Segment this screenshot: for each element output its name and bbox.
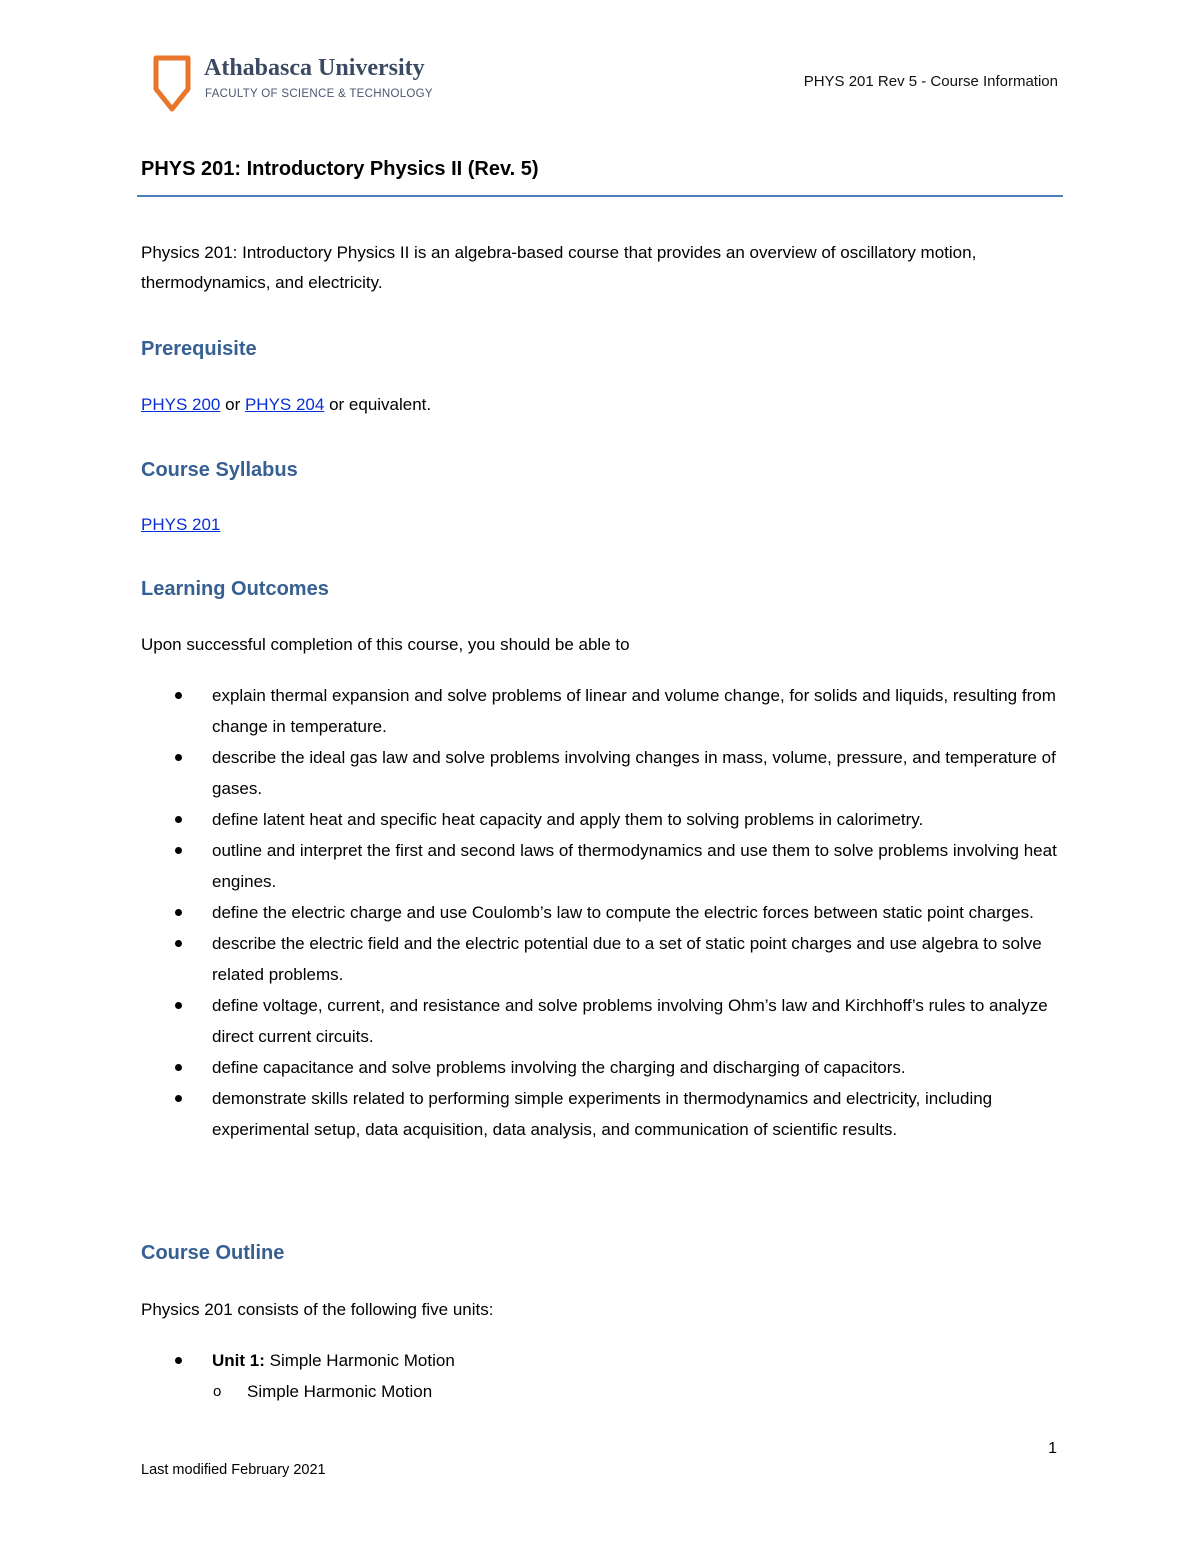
bullet-icon: [175, 692, 182, 699]
prerequisite-tail: or equivalent.: [324, 395, 432, 414]
prerequisite-text: [141, 390, 1061, 420]
list-item: [141, 928, 1061, 990]
list-item: [141, 742, 1061, 804]
sub-bullet-icon: o: [213, 1383, 222, 1400]
unit-1-label: Unit 1:: [212, 1351, 265, 1370]
bullet-icon: [175, 816, 182, 823]
university-logo: [152, 55, 433, 117]
unit-1-subitem: [141, 1376, 1200, 1407]
list-item-text: describe the ideal gas law and solve problems involving changes in mass, volume, pressure, and temperature of gases.: [212, 748, 1056, 798]
title-divider: [137, 195, 1063, 197]
list-item-text: demonstrate skills related to performing simple experiments in thermodynamics and electricity, including experimental setup, data acquisition, data analysis, and communication of scientific results.: [212, 1089, 993, 1139]
phys-200-link[interactable]: PHYS 200: [141, 395, 221, 414]
outcomes-list: [141, 680, 1061, 1145]
outcomes-heading: Learning Outcomes: [141, 578, 329, 600]
list-item-text: define voltage, current, and resistance and solve problems involving Ohm’s law and Kirchhoff’s rules to analyze direct current circuits.: [212, 996, 1048, 1046]
list-item-text: define the electric charge and use Coulomb’s law to compute the electric forces between static point charges.: [212, 903, 1034, 922]
list-item-text: describe the electric field and the electric potential due to a set of static point charges and use algebra to solve related problems.: [212, 934, 1042, 984]
list-item: [141, 680, 1061, 742]
list-item-text: define latent heat and specific heat capacity and apply them to solving problems in calorimetry.: [212, 810, 924, 829]
unit-1-subitem-text: Simple Harmonic Motion: [247, 1382, 433, 1401]
logo-subtitle: FACULTY OF SCIENCE & TECHNOLOGY: [205, 88, 433, 100]
list-item-text: explain thermal expansion and solve problems of linear and volume change, for solids and liquids, resulting from change in temperature.: [212, 686, 1056, 736]
list-item-text: outline and interpret the first and second laws of thermodynamics and use them to solve problems involving heat engines.: [212, 841, 1057, 891]
phys-201-link[interactable]: PHYS 201: [141, 515, 221, 534]
bullet-icon: [175, 940, 182, 947]
bullet-icon: [175, 754, 182, 761]
page-number: 1: [1048, 1440, 1057, 1457]
bullet-icon: [175, 1095, 182, 1102]
running-header: PHYS 201 Rev 5 - Course Information: [803, 73, 1058, 90]
phys-204-link[interactable]: PHYS 204: [244, 395, 325, 414]
list-item: [141, 1083, 1061, 1145]
last-modified: Last modified February 2021: [141, 1462, 326, 1478]
unit-1-title: Simple Harmonic Motion: [264, 1351, 455, 1370]
outline-heading: Course Outline: [141, 1242, 285, 1264]
bullet-icon: [175, 847, 182, 854]
bullet-icon: [175, 1357, 182, 1364]
list-item: [141, 990, 1061, 1052]
list-item: [141, 804, 1061, 835]
syllabus-text: [141, 510, 1061, 540]
unit-1: [212, 1345, 1061, 1376]
prerequisite-or: or: [220, 395, 245, 414]
syllabus-heading: Course Syllabus: [141, 459, 298, 481]
page-title: PHYS 201: Introductory Physics II (Rev. 5): [141, 158, 539, 180]
list-item: [141, 835, 1061, 897]
prerequisite-heading: Prerequisite: [141, 338, 257, 360]
outline-intro: Physics 201 consists of the following five units:: [141, 1300, 494, 1319]
list-item: [141, 897, 1061, 928]
bullet-icon: [175, 1064, 182, 1071]
logo-name: Athabasca University: [204, 55, 425, 81]
bullet-icon: [175, 1002, 182, 1009]
bullet-icon: [175, 909, 182, 916]
shield-icon: [152, 55, 192, 113]
intro-paragraph: Physics 201: Introductory Physics II is an algebra-based course that provides an overview of oscillatory motion, thermodynamics, and electricity.: [141, 243, 977, 292]
units-list: [141, 1345, 1061, 1376]
list-item: [141, 1345, 1061, 1376]
list-item: [141, 1052, 1061, 1083]
outcomes-intro: Upon successful completion of this course, you should be able to: [141, 635, 630, 654]
list-item-text: define capacitance and solve problems involving the charging and discharging of capacitors.: [212, 1058, 906, 1077]
